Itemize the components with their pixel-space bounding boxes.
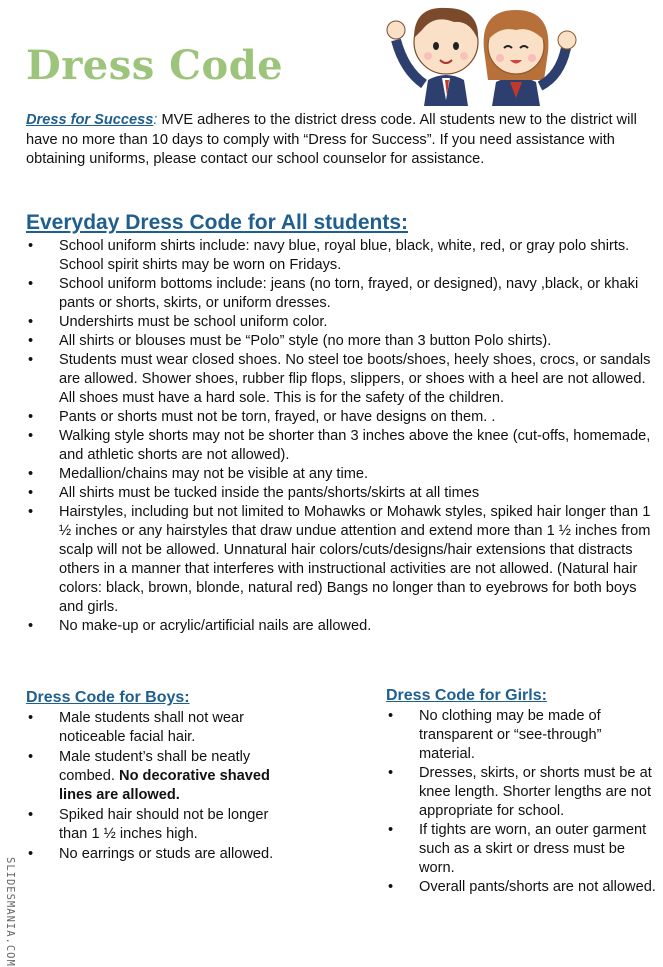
boys-item2-bold: No decorative shaved lines are allowed. [59,768,270,803]
intro-label: Dress for Success [26,112,154,128]
list-item: • No clothing may be made of transparent or “see-through” material. [386,707,661,764]
list-item: • Spiked hair should not be longer than 1 ½ inches high. [26,806,286,844]
list-item: • Walking style shorts may not be shorter than 3 inches above the knee (cut-offs, homemade, and athletic shorts are not allowed). [26,427,656,465]
watermark: SLIDESMANIA.COM [4,857,16,967]
list-item: • Overall pants/shorts are not allowed. [386,878,661,897]
list-item: • Medallion/chains may not be visible at any time. [26,465,656,484]
list-item: • Undershirts must be school uniform color. [26,313,656,332]
boys-item2-text: Male student’s shall be neatly combed. [59,749,251,784]
list-item [26,748,286,805]
intro-paragraph [26,111,654,170]
intro-text: MVE adheres to the district dress code. All students new to the district will have no more than 10 days to comply with “Dress for Success”. If you need assistance with obtaining uniforms, please contact our school counselor for assistance. [26,112,637,167]
girls-item2-text: Dresses, skirts, or shorts must be at knee length. Shorter lengths are not [419,765,652,800]
list-item [386,764,661,821]
everyday-heading: Everyday Dress Code for All students: [26,211,408,234]
boys-heading: Dress Code for Boys: [26,689,190,706]
page-title: Dress Code [26,42,284,89]
list-item: • All shirts or blouses must be “Polo” style (no more than 3 button Polo shirts). [26,332,656,351]
girls-item2-cont: appropriate for school. [419,803,565,819]
list-item: • Male students shall not wear noticeable facial hair. [26,709,286,747]
list-item: • Students must wear closed shoes. No steel toe boots/shoes, heely shoes, crocs, or sandals are allowed. Shower shoes, rubber flip flops, slippers, or shoes with a heel are not allowed. All shoes must have a hard sole. This is for the safety of the children. [26,351,656,408]
list-item: • No earrings or studs are allowed. [26,845,286,864]
list-item: • School uniform shirts include: navy blue, royal blue, black, white, red, or gray polo shirts. School spirit shirts may be worn on Fridays. [26,237,656,275]
boys-list [26,709,286,865]
everyday-list [26,237,656,636]
list-item: • Pants or shorts must not be torn, frayed, or have designs on them. . [26,408,656,427]
girls-heading: Dress Code for Girls: [386,687,547,704]
list-item: • If tights are worn, an outer garment such as a skirt or dress must be worn. [386,821,661,878]
list-item: • School uniform bottoms include: jeans (no torn, frayed, or designed), navy ,black, or khaki pants or shorts, skirts, or uniform dresses. [26,275,656,313]
list-item: • No make-up or acrylic/artificial nails are allowed. [26,617,656,636]
list-item: • All shirts must be tucked inside the pants/shorts/skirts at all times [26,484,656,503]
list-item: • Hairstyles, including but not limited to Mohawks or Mohawk styles, spiked hair longer than 1 ½ inches or any hairstyles that draw undue attention and extend more than 1 ½ inches from scalp will not be allowed. Unnatural hair colors/cuts/designs/hair extensions that distracts others in a manner that interferes with instructional activities are not allowed. (Natural hair colors: black, brown, blonde, natural red) Bangs no longer than to eyebrows for both boys and girls. [26,503,656,617]
two-waving-students-illustration [384,0,584,106]
girls-list [386,707,661,897]
intro-colon: : [153,112,158,128]
